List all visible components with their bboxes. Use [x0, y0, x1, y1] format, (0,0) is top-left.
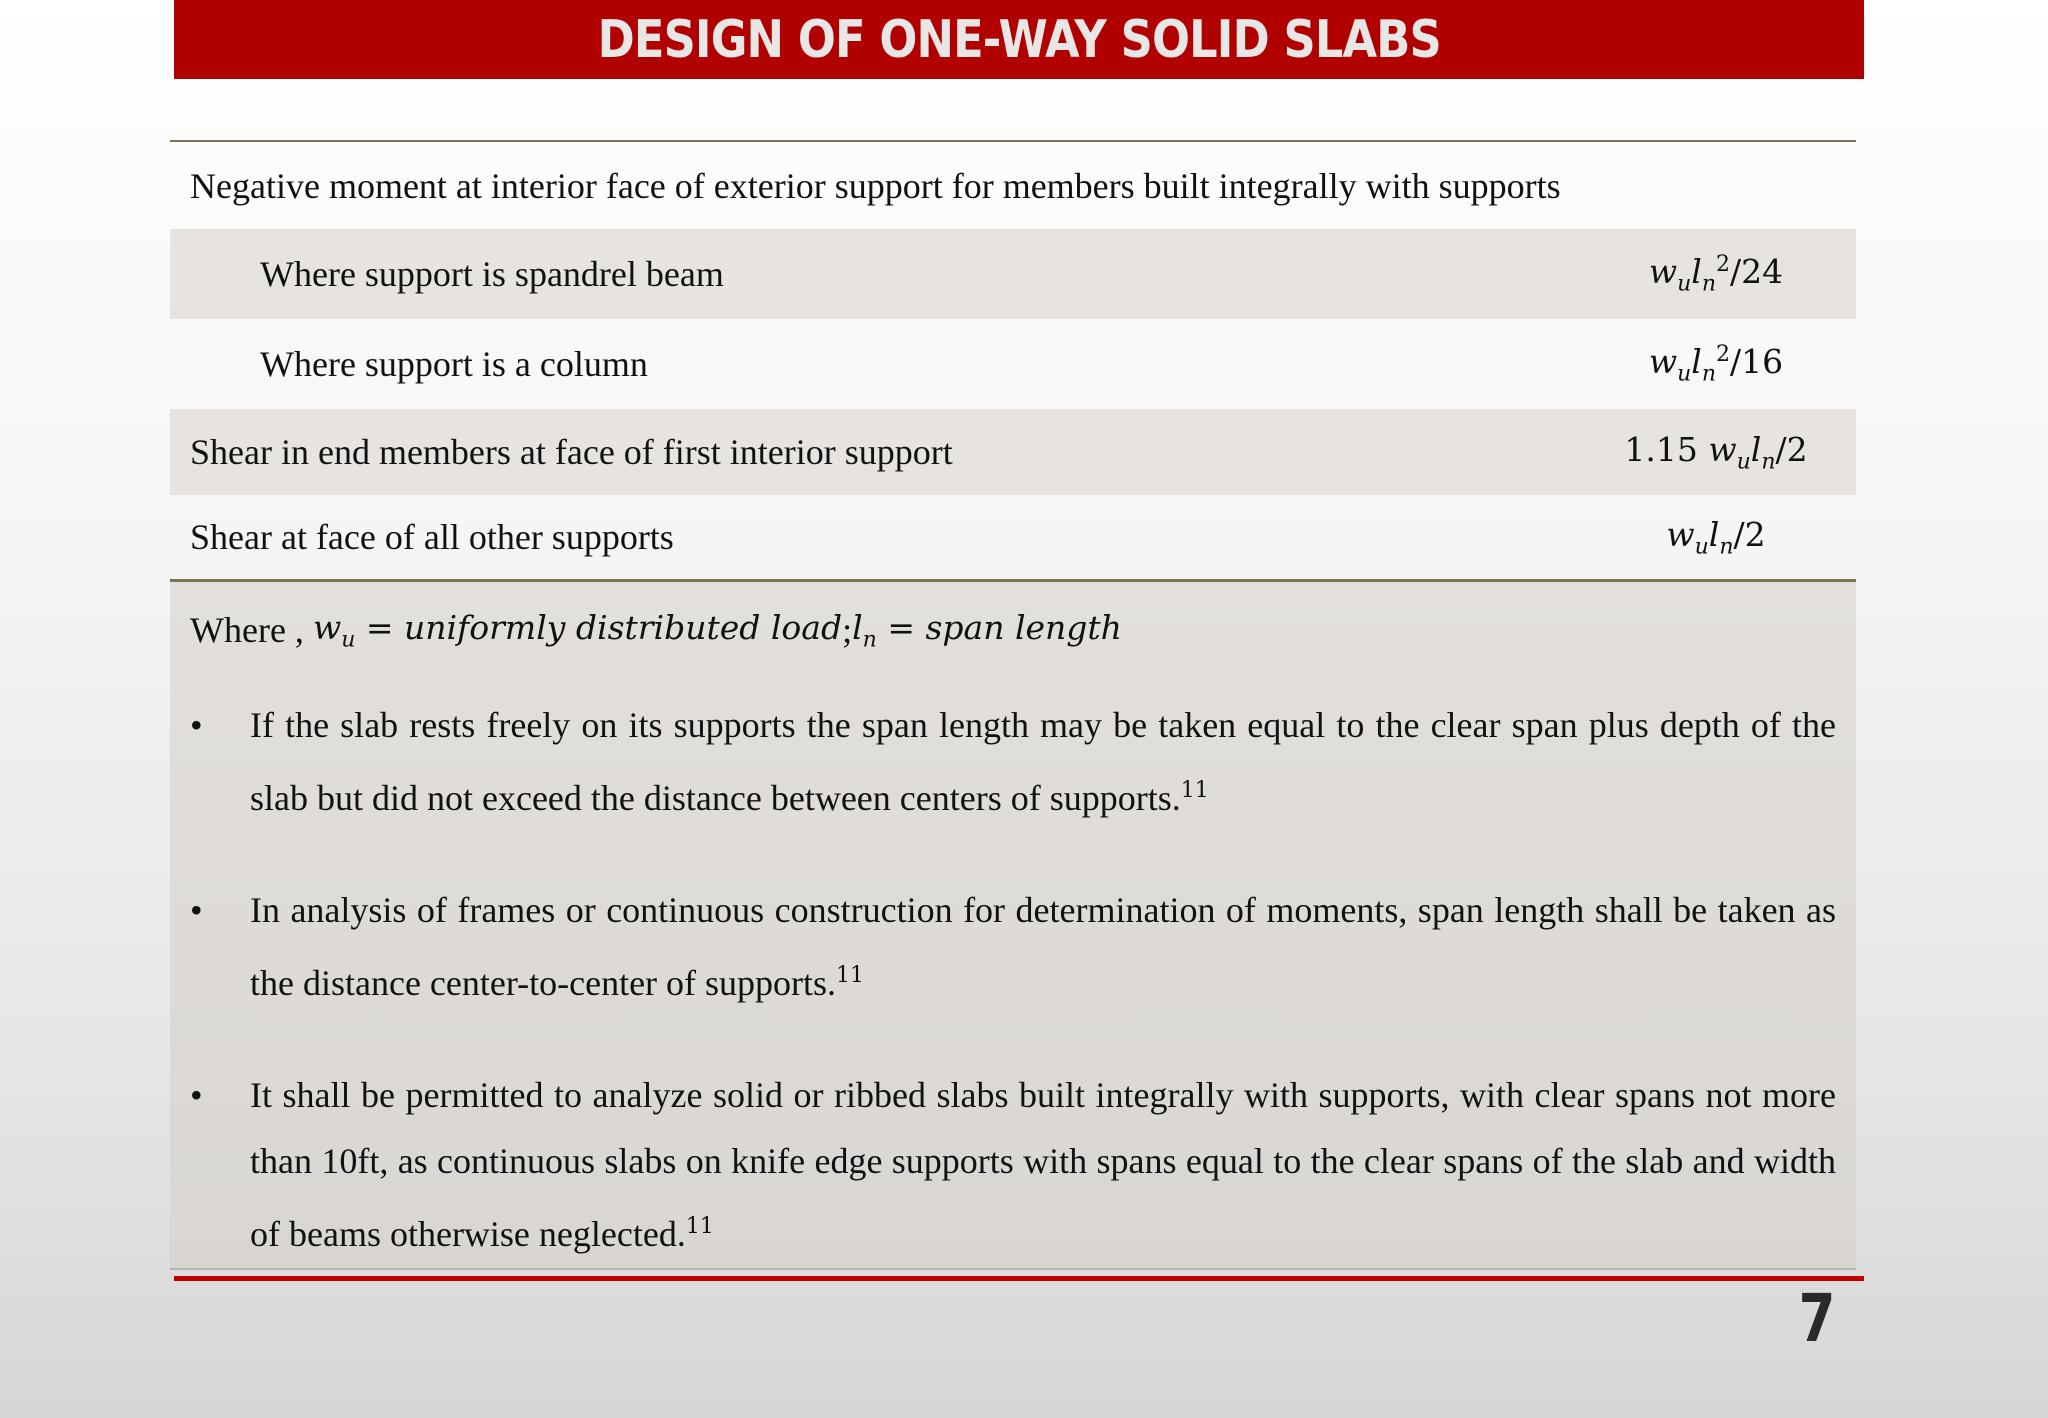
row-label: Shear in end members at face of first interior support — [190, 432, 953, 472]
slide-title: DESIGN OF ONE-WAY SOLID SLABS — [597, 9, 1441, 70]
row-formula: $w_ul_n/2$ — [1666, 514, 1766, 560]
notes-box — [170, 582, 1856, 1268]
bullet-icon: • — [190, 1075, 203, 1115]
reference-number: 11 — [836, 963, 865, 988]
table-row — [170, 229, 1856, 319]
bullet-icon: • — [190, 890, 203, 930]
bullet-icon: • — [190, 705, 203, 745]
list-item — [190, 877, 1836, 1016]
reference-number: 11 — [685, 1214, 714, 1239]
row-formula: $w_ul_n^2/24$ — [1648, 251, 1784, 297]
intro-text: Negative moment at interior face of exterior support for members built integrally with supports — [190, 165, 1561, 206]
bullet-text: It shall be permitted to analyze solid or ribbed slabs built integrally with supports, with clear spans not more than 10ft, as continuous slabs on knife edge supports with spans equal to the clear spans of the slab and width of beams otherwise neglected.$^{11}$ — [250, 1075, 1836, 1254]
intro-row — [170, 142, 1856, 229]
table-row — [170, 495, 1856, 579]
bullet-text: If the slab rests freely on its supports the span length may be taken equal to the clear span plus depth of the slab but did not exceed the distance between centers of supports.$^{11}$ — [250, 705, 1836, 818]
row-label: Where support is a column — [260, 344, 648, 384]
footer-rule — [174, 1276, 1864, 1281]
table-row — [170, 409, 1856, 495]
list-item — [190, 1062, 1836, 1267]
page-number: 7 — [1798, 1280, 1836, 1357]
reference-number: 11 — [1180, 778, 1209, 803]
row-label: Where support is spandrel beam — [260, 254, 724, 294]
row-formula: $w_ul_n^2/16$ — [1648, 341, 1784, 387]
table-row — [170, 319, 1856, 409]
title-bar — [174, 0, 1864, 79]
definition-line: Where , $w_u$ = uniformly distributed load ; $l_n$ = span length — [190, 607, 1122, 653]
row-label: Shear at face of all other supports — [190, 517, 674, 557]
bullet-text: In analysis of frames or continuous construction for determination of moments, span length shall be taken as the distance center-to-center of supports.$^{11}$ — [250, 890, 1836, 1003]
content-area — [170, 140, 1856, 1268]
row-formula: 1.15 $w_ul_n/2$ — [1624, 429, 1808, 475]
list-item — [190, 692, 1836, 831]
notes-bottom-rule — [170, 1268, 1856, 1270]
